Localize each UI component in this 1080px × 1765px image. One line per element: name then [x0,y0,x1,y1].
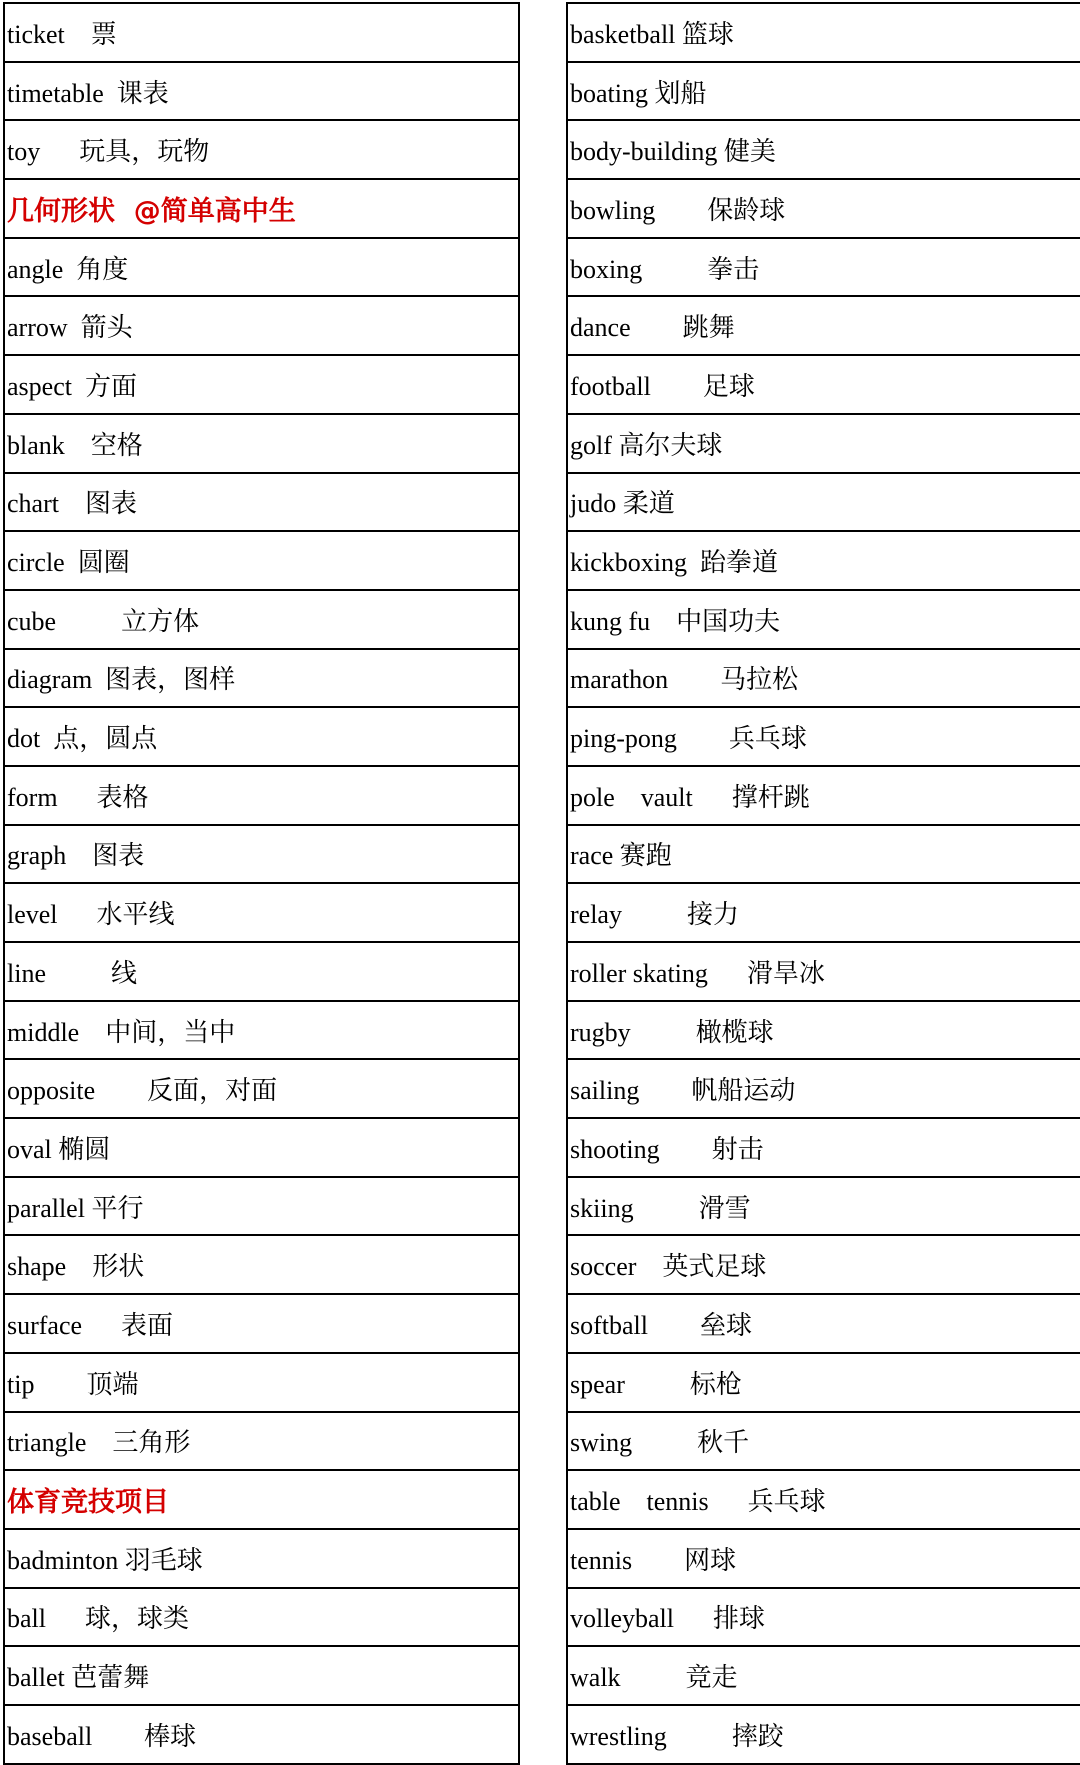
section-heading-geometry: 几何形状 @简单高中生 [5,180,518,239]
table-row: shape 形状 [5,1236,518,1295]
vocab-table-right [566,2,1080,1765]
table-row: body-building 健美 [568,121,1080,180]
table-row: blank 空格 [5,415,518,474]
table-row: diagram 图表，图样 [5,650,518,709]
table-row: race 赛跑 [568,826,1080,885]
table-row: timetable 课表 [5,63,518,122]
table-row: marathon 马拉松 [568,650,1080,709]
table-row: form 表格 [5,767,518,826]
table-row: opposite 反面，对面 [5,1060,518,1119]
table-row: graph 图表 [5,826,518,885]
table-row: oval 椭圆 [5,1119,518,1178]
table-row: spear 标枪 [568,1354,1080,1413]
table-row: toy 玩具，玩物 [5,121,518,180]
table-row: pole vault 撑杆跳 [568,767,1080,826]
table-row: kung fu 中国功夫 [568,591,1080,650]
table-row: football 足球 [568,356,1080,415]
table-row: ball 球，球类 [5,1589,518,1648]
vocab-table-left [3,2,520,1765]
table-row: tennis 网球 [568,1530,1080,1589]
table-row: golf 高尔夫球 [568,415,1080,474]
table-row: parallel 平行 [5,1178,518,1237]
table-row: volleyball 排球 [568,1589,1080,1648]
table-row: dance 跳舞 [568,297,1080,356]
table-row: dot 点，圆点 [5,708,518,767]
table-row: ping-pong 兵乓球 [568,708,1080,767]
table-row: tip 顶端 [5,1354,518,1413]
table-row: aspect 方面 [5,356,518,415]
table-row: softball 垒球 [568,1295,1080,1354]
table-row: bowling 保龄球 [568,180,1080,239]
table-row: relay 接力 [568,884,1080,943]
table-row: wrestling 摔跤 [568,1706,1080,1765]
table-row: shooting 射击 [568,1119,1080,1178]
table-row: kickboxing 跆拳道 [568,532,1080,591]
table-row: roller skating 滑旱冰 [568,943,1080,1002]
table-row: boxing 拳击 [568,239,1080,298]
table-row: ballet 芭蕾舞 [5,1647,518,1706]
table-row: swing 秋千 [568,1413,1080,1472]
table-row: walk 竞走 [568,1647,1080,1706]
table-row: skiing 滑雪 [568,1178,1080,1237]
table-row: baseball 棒球 [5,1706,518,1765]
table-row: rugby 橄榄球 [568,1002,1080,1061]
table-row: surface 表面 [5,1295,518,1354]
table-row: level 水平线 [5,884,518,943]
table-row: sailing 帆船运动 [568,1060,1080,1119]
table-row: circle 圆圈 [5,532,518,591]
table-row: cube 立方体 [5,591,518,650]
table-row: basketball 篮球 [568,4,1080,63]
table-row: table tennis 兵乓球 [568,1471,1080,1530]
table-row: line 线 [5,943,518,1002]
table-row: judo 柔道 [568,474,1080,533]
table-row: angle 角度 [5,239,518,298]
table-row: arrow 箭头 [5,297,518,356]
table-row: triangle 三角形 [5,1413,518,1472]
section-heading-sports: 体育竞技项目 [5,1471,518,1530]
table-row: badminton 羽毛球 [5,1530,518,1589]
table-row: soccer 英式足球 [568,1236,1080,1295]
table-row: ticket 票 [5,4,518,63]
table-row: boating 划船 [568,63,1080,122]
table-row: chart 图表 [5,474,518,533]
table-row: middle 中间，当中 [5,1002,518,1061]
